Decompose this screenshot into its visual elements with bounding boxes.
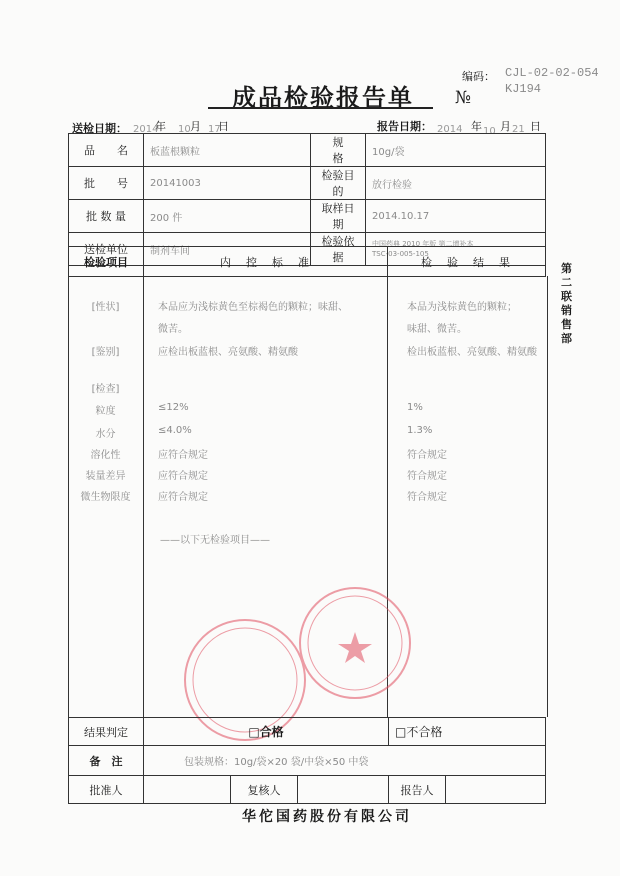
row-standard: ≤4.0%: [158, 425, 192, 436]
info-label: 批 数 量: [69, 200, 144, 233]
row-standard: 应符合规定: [158, 492, 208, 503]
row-standard: 应检出板蓝根、亮氨酸、精氨酸: [158, 347, 298, 358]
code-label: 编码：: [462, 70, 495, 83]
info-label: 规 格: [311, 134, 366, 167]
approver-label: 批准人: [69, 776, 144, 804]
row-item: 溶化性: [90, 450, 121, 461]
row-item: [鉴别]: [91, 347, 120, 358]
end-note: ——以下无检验项目——: [160, 535, 270, 546]
table-row: [69, 167, 546, 200]
row-item: [检查]: [91, 384, 120, 395]
row-result: 符合规定: [407, 471, 447, 482]
send-day: 17: [208, 124, 221, 135]
row-standard: 应符合规定: [158, 471, 208, 482]
copy-note: 第二联 销售部: [561, 262, 583, 345]
report-month: 10: [483, 126, 496, 137]
info-label: 检验依据: [311, 233, 366, 266]
row-result: 味甜、微苦。: [407, 324, 467, 335]
day-label: 日: [218, 120, 229, 133]
column-header: [68, 246, 546, 277]
row-standard: ≤12%: [158, 402, 189, 413]
serial-number: KJ194: [505, 82, 542, 96]
info-value: 放行检验: [366, 167, 546, 200]
info-label: 取样日期: [311, 200, 366, 233]
footer-table: [68, 717, 546, 804]
info-value: 中国药典 2010 年版 第二增补本: [372, 240, 474, 248]
info-value: 板蓝根颗粒: [144, 134, 311, 167]
row-item: 装量差异: [85, 471, 126, 482]
code-value: CJL-02-02-054: [505, 66, 599, 80]
row-result: 本品为浅棕黄色的颗粒；: [407, 302, 517, 313]
row-item: [性状]: [91, 302, 120, 313]
info-value: 制剂车间: [144, 233, 311, 266]
column-result: 检 验 结 果: [388, 247, 546, 277]
info-value: TSC-03-005-105: [372, 250, 429, 258]
row-result: 1%: [407, 402, 423, 413]
table-row: [69, 134, 546, 167]
info-label: 品 名: [69, 134, 144, 167]
row-item: 水分: [95, 429, 116, 440]
info-label: 批 号: [69, 167, 144, 200]
row-result: 检出板蓝根、亮氨酸、精氨酸: [407, 347, 537, 358]
verdict-label: 结果判定: [69, 718, 144, 746]
info-label: 检验目的: [311, 167, 366, 200]
company-name: 华佗国药股份有限公司: [242, 809, 412, 825]
row-standard: 微苦。: [158, 324, 188, 335]
row-standard: 应符合规定: [158, 450, 208, 461]
month-label: 月: [190, 120, 201, 133]
number-label: №: [455, 88, 472, 108]
reviewer-signature: [298, 776, 389, 804]
reviewer-label: 复核人: [231, 776, 298, 804]
info-value: 20141003: [144, 167, 311, 200]
page-title: 成品检验报告单: [232, 84, 414, 112]
year-label: 年: [471, 120, 482, 133]
row-item: 粒度: [95, 406, 116, 417]
year-label: 年: [155, 120, 166, 133]
send-date-label: 送检日期：: [72, 122, 127, 135]
day-label: 日: [530, 120, 541, 133]
reporter-signature: [446, 776, 546, 804]
row-standard: 本品应为浅棕黄色至棕褐色的颗粒；味甜、: [158, 302, 348, 313]
column-standard: 内 控 标 准: [144, 247, 388, 277]
fail-checkbox[interactable]: □不合格: [389, 718, 546, 746]
title-underline: [208, 107, 433, 109]
row-result: 1.3%: [407, 425, 433, 436]
table-row: [69, 200, 546, 233]
info-value: 2014.10.17: [366, 200, 546, 233]
row-result: 符合规定: [407, 492, 447, 503]
row-result: 符合规定: [407, 450, 447, 461]
info-value: 200 件: [144, 200, 311, 233]
send-year: 2014: [133, 124, 159, 135]
reporter-label: 报告人: [389, 776, 446, 804]
column-item: 检验项目: [69, 247, 144, 277]
remark-label: 备 注: [69, 746, 144, 776]
pass-checkbox[interactable]: □合格: [144, 718, 389, 746]
remark-value: 包装规格：10g/袋×20 袋/中袋×50 中袋: [144, 746, 546, 776]
approver-signature: [144, 776, 231, 804]
info-value: 10g/袋: [366, 134, 546, 167]
info-label: 送检单位: [69, 233, 144, 266]
send-month: 10: [178, 124, 191, 135]
report-year: 2014: [437, 124, 463, 135]
report-day: 21: [512, 124, 525, 135]
month-label: 月: [500, 120, 511, 133]
row-item: 微生物限度: [80, 492, 131, 503]
report-date-label: 报告日期：: [377, 120, 432, 133]
